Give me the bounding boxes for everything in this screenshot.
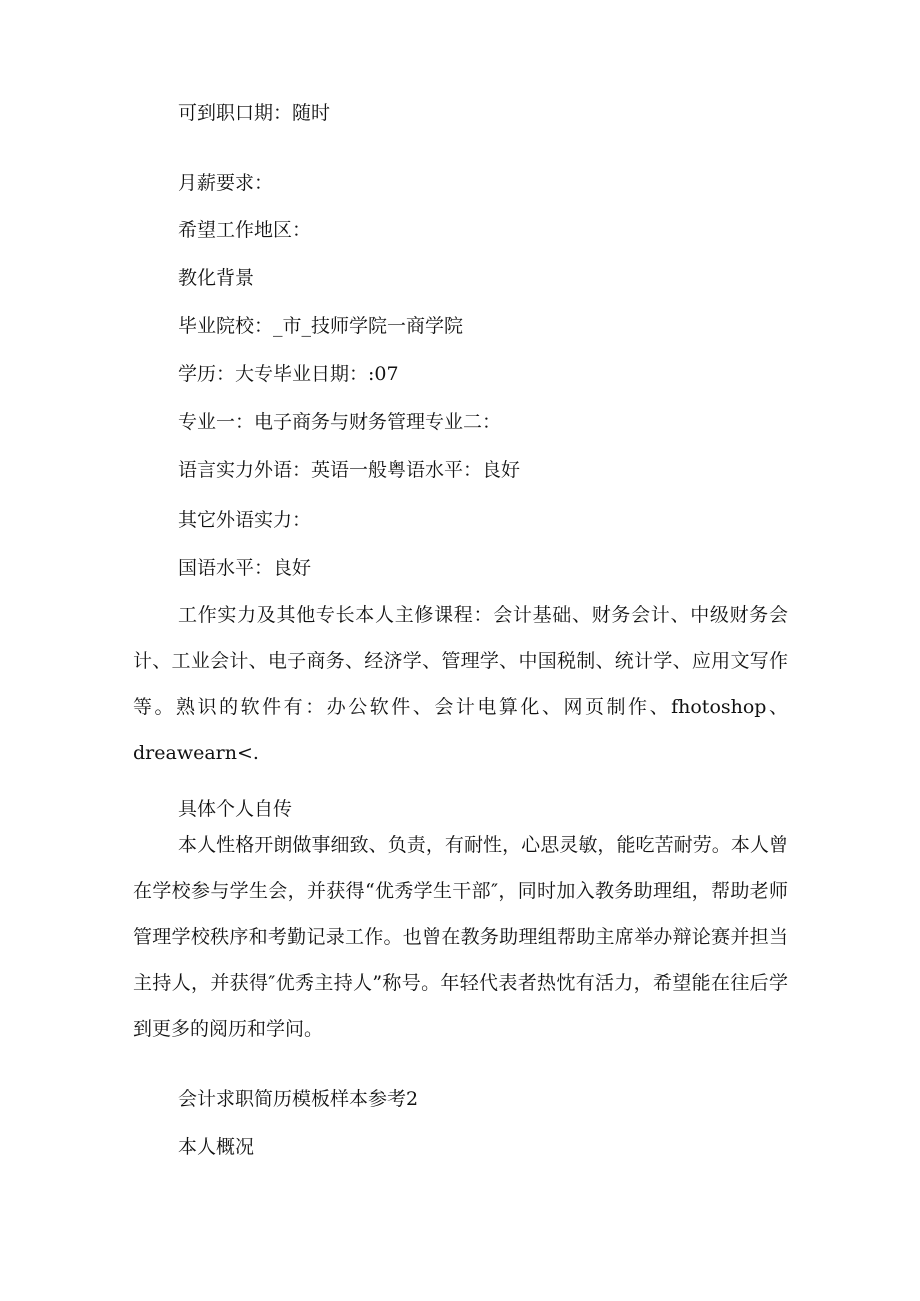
self-intro-paragraph: 本人性格开朗做事细致、负责，有耐性，心思灵敏，能吃苦耐劳。本人曾在学校参与学生会，并获得“优秀学生干部″，同时加入教务助理组，帮助老师管理学校秩序和考勤记录工作。也曾在教务助理组帮助主席举办辩论赛并担当主持人，并获得″优秀主持人”称号。年轻代表者热忱有活力，希望能在往后学到更多的阅历和学问。 (133, 834, 788, 1040)
skills-paragraph: 工作实力及其他专长本人主修课程：会计基础、财务会计、中级财务会计、工业会计、电子商务、经济学、管理学、中国税制、统计学、应用文写作等。熟识的软件有：办公软件、会计电算化、网页制作、fhotoshop、dreawearn<. (133, 604, 788, 764)
education-heading: 教化背景 (178, 267, 255, 289)
mandarin-level: 国语水平：良好 (178, 557, 312, 579)
overview-heading: 本人概况 (178, 1136, 255, 1158)
other-language: 其它外语实力： (178, 509, 312, 531)
graduate-school: 毕业院校：_市_技师学院一商学院 (178, 315, 464, 337)
major-info: 专业一：电子商务与财务管理专业二： (178, 411, 502, 433)
work-location: 希望工作地区： (178, 219, 312, 241)
language-skill: 语言实力外语：英语一般粤语水平：良好 (178, 459, 521, 481)
template-title: 会计求职简历模板样本参考2 (178, 1088, 419, 1110)
available-date: 可到职口期：随时 (178, 102, 331, 124)
salary-expectation: 月薪要求： (178, 172, 274, 194)
autobiography-heading: 具体个人自传 (178, 798, 293, 820)
degree-info: 学历：大专毕业日期：:07 (178, 363, 399, 385)
